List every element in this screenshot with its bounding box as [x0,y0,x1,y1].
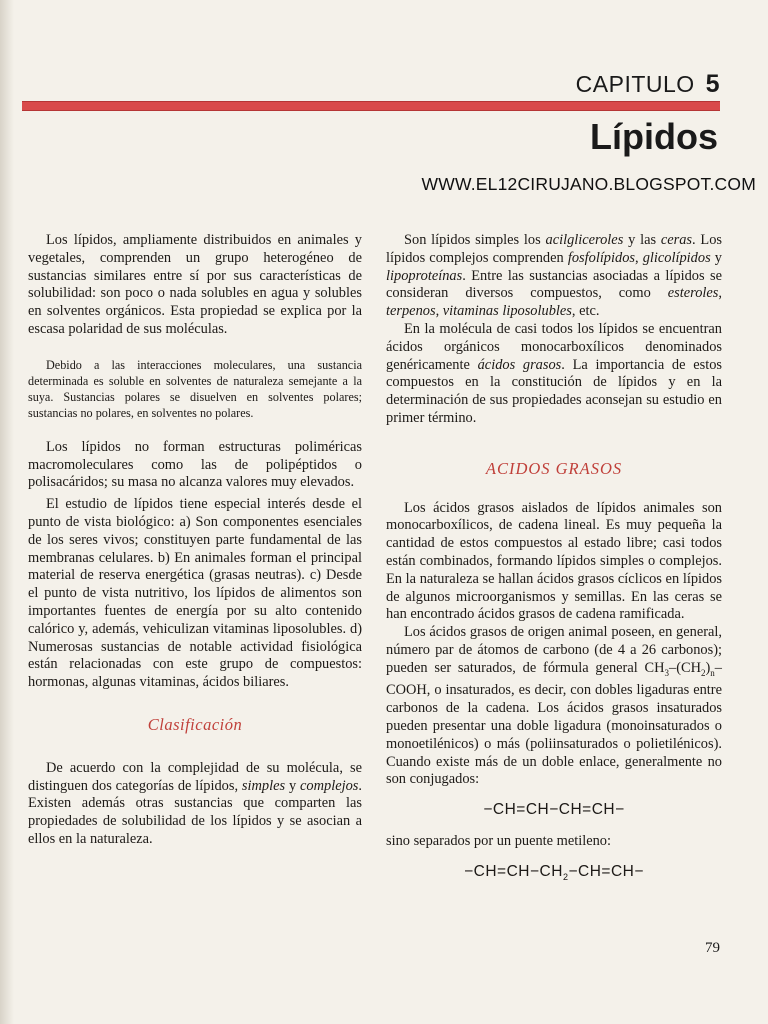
left-column [28,232,362,849]
term-esteroles: esteroles [667,285,719,302]
text-fragment: De acuerdo con la complejidad de su molécula, se distinguen dos categorías de lípidos, [28,759,362,794]
text-fragment: , [635,249,643,266]
paragraph-polymer: Los lípidos no forman estructuras poliméricas macromoleculares como las de polipéptidos o polisacáridos; su masa no alcanza valores muy elevados. [28,438,362,491]
formula-part: –COOH [386,659,722,699]
page-edge-shadow [0,0,14,1024]
term-fosfolipidos: fosfolípidos [567,249,635,266]
text-fragment: Son lípidos simples los [404,232,546,248]
formula-conjugated: −CH=CH−CH=CH− [483,801,625,819]
website-url: WWW.EL12CIRUJANO.BLOGSPOT.COM [421,174,756,194]
formula-subscript: 2 [701,667,706,678]
red-divider-rule [22,101,720,111]
formula-subscript: 3 [664,667,670,678]
term-acilgliceroles: acilgliceroles [545,232,624,248]
paragraph-lipid-types [386,232,722,321]
text-fragment: , [718,285,722,302]
section-heading-acidos-grasos: ACIDOS GRASOS [485,458,623,478]
paragraph-classification [28,760,362,849]
right-column [386,232,722,901]
paragraph-fatty-acids-animal: Los ácidos grasos aislados de lípidos animales son monocarboxílicos, de cadena lineal. Es muy pequeña la cantidad de estos compuestos al estado libre; casi todos están combinados, formando lípidos simples o complejos. En la naturaleza se hallan ácidos grasos cíclicos en lípidos de algunos microorganismos y semillas. En las ceras se han encontrado ácidos grasos de cadena ramificada. [386,499,722,623]
text-fragment: y las [623,232,661,248]
chapter-number: 5 [705,70,720,98]
text-fragment: . Entre las sustancias asociadas a lípidos se consideran diversos compuestos, como [386,267,722,302]
term-terpenos: terpenos [386,303,436,320]
chapter-title: Lípidos [590,116,718,157]
formula-part: CH [644,659,665,676]
text-fragment: . La importancia de estos compuestos en la constitución de lípidos y en la determinación de sus propiedades aconsejan su estudio en primer término. [386,356,722,426]
term-ceras: ceras [660,232,693,248]
paragraph-intro: Los lípidos, ampliamente distribuidos en animales y vegetales, comprenden un grupo heterogéneo de sustancias similares entre sí por sus características de solubilidad: son poco o nada solubles en agua y solubles en solventes orgánicos. Esta propiedad se explica por la escasa polaridad de sus moléculas. [28,232,362,337]
paragraph-biological-interest: El estudio de lípidos tiene especial interés desde el punto de vista biológico: a) Son componentes esenciales de los seres vivos; constituyen parte fundamental de las membranas celulares. b) En animales forman el principal material de reserva energética (grasas neutras). c) Desde el punto de vista nutritivo, los lípidos de alimentos son importantes fuentes de energía por su alto contenido calórico y, además, vehiculizan vitaminas liposolubles. d) Numerosas sustancias de notable actividad fisiológica están relacionadas con este grupo de compuestos: hormonas, algunas vitaminas, ácidos biliares. [28,496,362,691]
paragraph-fatty-acids-intro [386,321,722,428]
term-vitaminas-liposolubles: vitaminas liposolubles [442,303,572,320]
paragraph-fatty-acids-origin [386,624,722,789]
text-fragment: . Los lípidos complejos comprenden [386,232,722,266]
term-simples: simples [241,777,286,794]
term-lipoproteinas: lipoproteínas [386,267,463,284]
formula-part: −CH=CH− [568,862,644,880]
formula-subscript: n [710,667,715,678]
formula-part: ) [705,659,711,676]
formula-part: –(CH [669,659,701,676]
formula-methylene-interrupted [386,863,722,887]
text-fragment: , [435,303,443,320]
note-solubility: Debido a las interacciones moleculares, una sustancia determinada es soluble en solventes de naturaleza semejante a la suya. Sustancias polares se disuelven en solventes polares; sustancias no polares, en solventes no polares. [28,357,362,420]
text-fragment: . Existen además otras sustancias que comparten las propiedades de solubilidad de los lípidos y se asocian a ellos en la naturaleza. [28,777,362,847]
text-fragment: , o insaturados, es decir, con dobles ligaduras entre carbonos de la cadena. Los ácidos grasos insaturados pueden presentar una doble ligadura (monoinsaturados o monoetilénicos) o más (poliinsaturados o polietilénicos). Cuando existe más de un doble enlace, generalmente no son conjugados: [386,682,722,788]
chapter-word: CAPITULO [575,71,695,97]
term-acidos-grasos: ácidos grasos [477,356,562,373]
text-fragment: Los ácidos grasos de origen animal poseen, en general, número par de átomos de carbono (de 4 a 26 carbonos); pueden ser saturados, de fórmula general [386,624,722,676]
page-number: 79 [705,940,720,956]
text-fragment: y [285,777,301,794]
section-heading-clasificacion: Clasificación [147,714,243,734]
formula-subscript: 2 [562,871,569,882]
text-fragment: y [710,249,723,266]
formula-part: −CH=CH−CH [464,862,563,880]
paragraph-methylene-bridge: sino separados por un puente metileno: [386,832,612,849]
text-fragment: , etc. [571,303,600,320]
text-fragment: En la molécula de casi todos los lípidos se encuentran ácidos orgánicos monocarboxílicos denominados genéricamente [386,320,722,373]
term-glicolipidos: glicolípidos [642,249,711,266]
chapter-label [576,70,720,99]
term-complejos: complejos [300,777,359,794]
